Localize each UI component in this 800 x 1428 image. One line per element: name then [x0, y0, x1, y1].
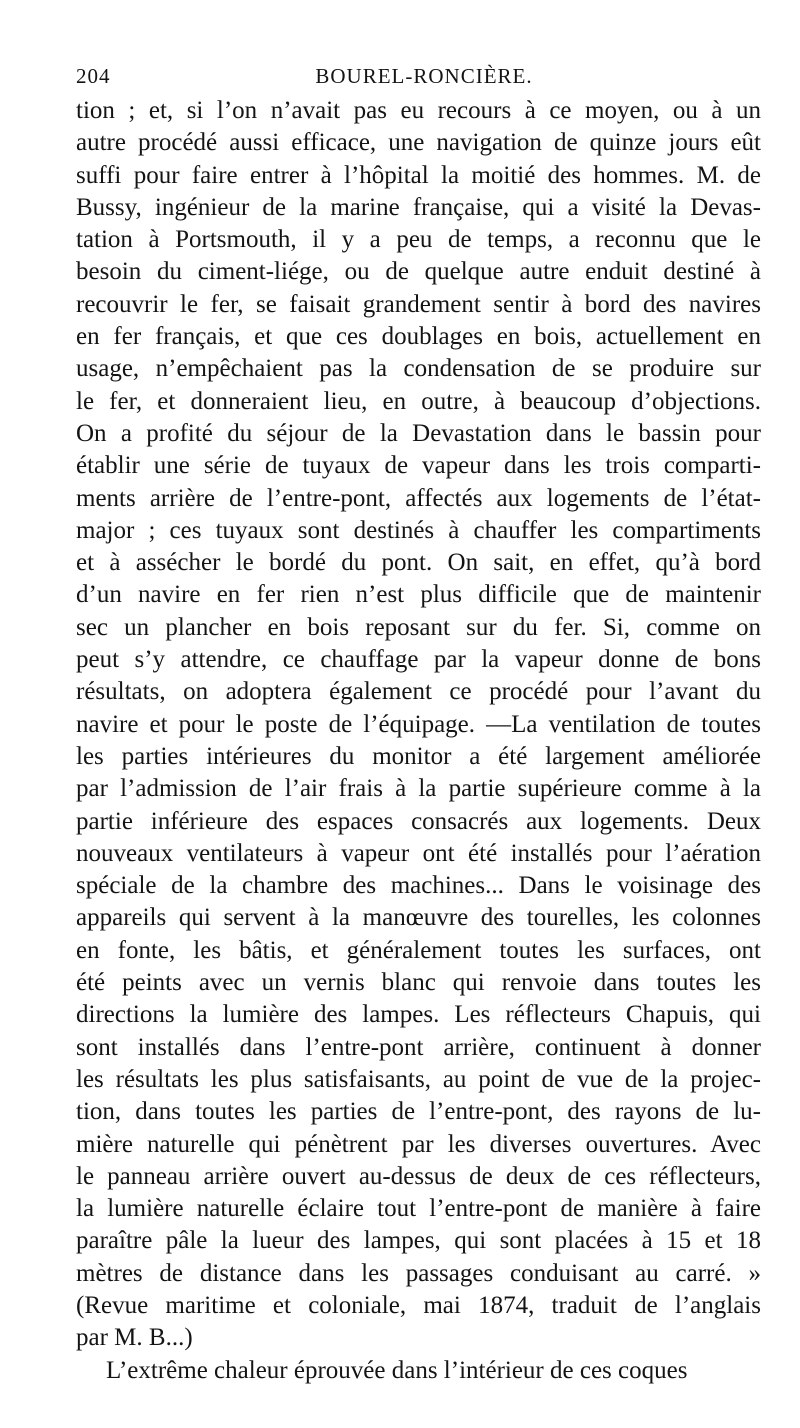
page-number: 204	[76, 64, 111, 88]
text-line: et à assécher le bordé du pont. On sait, en effet, qu’à bord	[76, 549, 761, 577]
text-line: Bussy, ingénieur de la marine française, qui a visité la Devas-	[76, 193, 761, 221]
text-line: peut s’y attendre, ce chauffage par la vapeur donne de bons	[76, 646, 761, 674]
text-line: la lumière naturelle éclaire tout l’entre-pont de manière à faire	[76, 1195, 761, 1223]
text-line: tation à Portsmouth, il y a peu de temps, a reconnu que le	[76, 226, 761, 254]
text-line: nouveaux ventilateurs à vapeur ont été installés pour l’aération	[76, 839, 761, 867]
text-line: mière naturelle qui pénètrent par les diverses ouvertures. Avec	[76, 1130, 761, 1158]
text-line: tion ; et, si l’on n’avait pas eu recours à ce moyen, ou à un	[76, 97, 761, 124]
text-line: les parties intérieures du monitor a été largement améliorée	[76, 742, 761, 770]
text-line: les résultats les plus satisfaisants, au point de vue de la projec-	[76, 1065, 761, 1093]
text-line: major ; ces tuyaux sont destinés à chauffer les compartiments	[76, 516, 761, 544]
text-line: On a profité du séjour de la Devastation dans le bassin pour	[76, 419, 761, 447]
text-line: en fonte, les bâtis, et généralement toutes les surfaces, ont	[76, 936, 761, 964]
text-line: tion, dans toutes les parties de l’entre-pont, des rayons de lu-	[76, 1098, 761, 1126]
text-line: mètres de distance dans les passages conduisant au carré. »	[76, 1259, 761, 1287]
text-line: usage, n’empêchaient pas la condensation de se produire sur	[76, 355, 761, 383]
text-line: directions la lumière des lampes. Les réflecteurs Chapuis, qui	[76, 1001, 761, 1029]
text-line: été peints avec un vernis blanc qui renvoie dans toutes les	[76, 969, 761, 997]
text-line: le fer, et donneraient lieu, en outre, à beaucoup d’objections.	[76, 387, 761, 415]
text-line: ments arrière de l’entre-pont, affectés aux logements de l’état-	[76, 484, 761, 512]
running-title: BOUREL-RONCIÈRE.	[315, 64, 533, 88]
text-line: L’extrême chaleur éprouvée dans l’intérieur de ces coques	[106, 1356, 688, 1384]
text-line: en fer français, et que ces doublages en bois, actuellement en	[76, 323, 761, 351]
text-line: paraître pâle la lueur des lampes, qui sont placées à 15 et 18	[76, 1227, 761, 1255]
running-head	[76, 56, 772, 96]
text-line: le panneau arrière ouvert au-dessus de deux de ces réflecteurs,	[76, 1162, 761, 1190]
text-line: établir une série de tuyaux de vapeur dans les trois comparti-	[76, 452, 761, 480]
text-line: résultats, on adoptera également ce procédé pour l’avant du	[76, 678, 761, 706]
text-line: (Revue maritime et coloniale, mai 1874, traduit de l’anglais	[76, 1291, 761, 1319]
text-line: recouvrir le fer, se faisait grandement sentir à bord des navires	[76, 290, 761, 318]
text-line: spéciale de la chambre des machines... Dans le voisinage des	[76, 872, 761, 900]
body-text	[76, 95, 761, 1387]
text-line: besoin du ciment-liége, ou de quelque autre enduit destiné à	[76, 258, 761, 286]
text-line: sont installés dans l’entre-pont arrière, continuent à donner	[76, 1033, 761, 1061]
text-line: par M. B...)	[76, 1324, 193, 1352]
text-line: partie inférieure des espaces consacrés aux logements. Deux	[76, 807, 761, 835]
text-line: sec un plancher en bois reposant sur du fer. Si, comme on	[76, 613, 761, 641]
text-line: appareils qui servent à la manœuvre des tourelles, les colonnes	[76, 904, 761, 932]
text-line: suffi pour faire entrer à l’hôpital la moitié des hommes. M. de	[76, 161, 761, 189]
text-line: d’un navire en fer rien n’est plus difficile que de maintenir	[76, 581, 761, 609]
text-line: autre procédé aussi efficace, une navigation de quinze jours eût	[76, 129, 761, 157]
text-line: navire et pour le poste de l’équipage. —La ventilation de toutes	[76, 710, 761, 738]
text-line: par l’admission de l’air frais à la partie supérieure comme à la	[76, 775, 761, 803]
